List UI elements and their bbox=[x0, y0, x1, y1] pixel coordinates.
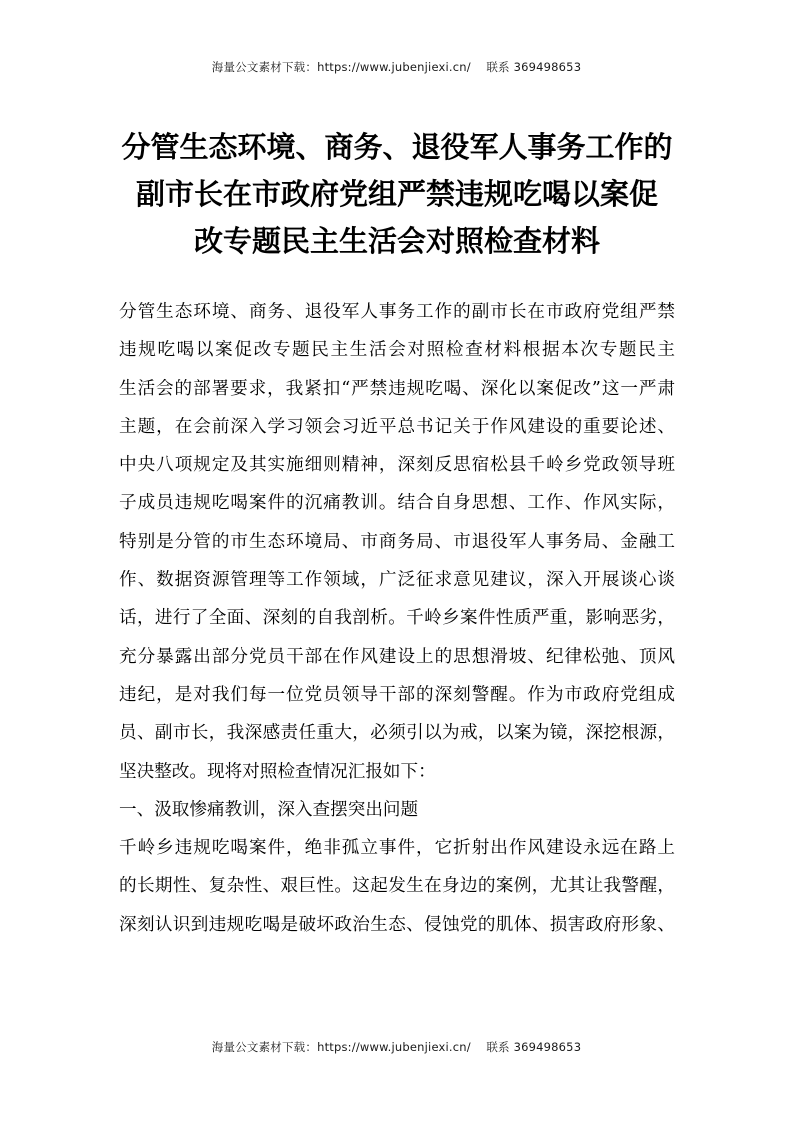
header-prefix: 海量公文素材下载： bbox=[211, 60, 318, 74]
body-line: 特别是分管的市生态环境局、市商务局、市退役军人事务局、金融工 bbox=[119, 531, 675, 552]
title-line: 分管生态环境、商务、退役军人事务工作的 bbox=[121, 130, 673, 164]
page-footer bbox=[0, 1039, 793, 1055]
document-body bbox=[119, 293, 675, 944]
body-line: 千岭乡违规吃喝案件，绝非孤立事件，它折射出作风建设永远在路上 bbox=[119, 838, 675, 859]
body-line: 深刻认识到违规吃喝是破坏政治生态、侵蚀党的肌体、损害政府形象、 bbox=[119, 914, 675, 935]
document-title bbox=[110, 124, 684, 265]
body-line: 话，进行了全面、深刻的自我剖析。千岭乡案件性质严重，影响恶劣， bbox=[119, 608, 675, 629]
body-line: 坚决整改。现将对照检查情况汇报如下： bbox=[119, 761, 436, 782]
body-line: 违纪，是对我们每一位党员领导干部的深刻警醒。作为市政府党组成 bbox=[119, 684, 675, 705]
body-line: 员、副市长，我深感责任重大，必须引以为戒，以案为镜，深挖根源， bbox=[119, 723, 675, 744]
header-contact: 联系 369498653 bbox=[486, 60, 582, 74]
body-line: 主题，在会前深入学习领会习近平总书记关于作风建设的重要论述、 bbox=[119, 416, 675, 437]
body-line: 中央八项规定及其实施细则精神，深刻反思宿松县千岭乡党政领导班 bbox=[119, 455, 675, 476]
body-line: 子成员违规吃喝案件的沉痛教训。结合自身思想、工作、作风实际， bbox=[119, 493, 675, 514]
body-line: 作、数据资源管理等工作领域，广泛征求意见建议，深入开展谈心谈 bbox=[119, 570, 675, 591]
body-line: 生活会的部署要求，我紧扣“严禁违规吃喝、深化以案促改”这一严肃 bbox=[119, 378, 675, 399]
footer-contact: 联系 369498653 bbox=[486, 1040, 582, 1054]
body-line: 充分暴露出部分党员干部在作风建设上的思想滑坡、纪律松弛、顶风 bbox=[119, 646, 675, 667]
body-line: 分管生态环境、商务、退役军人事务工作的副市长在市政府党组严禁 bbox=[119, 302, 675, 322]
footer-url-link[interactable]: https://www.jubenjiexi.cn/ bbox=[317, 1040, 471, 1054]
title-line: 改专题民主生活会对照检查材料 bbox=[193, 224, 600, 258]
body-line: 违规吃喝以案促改专题民主生活会对照检查材料根据本次专题民主 bbox=[119, 340, 675, 361]
footer-prefix: 海量公文素材下载： bbox=[211, 1040, 318, 1054]
header-url-link[interactable]: https://www.jubenjiexi.cn/ bbox=[317, 60, 471, 74]
title-line: 副市长在市政府党组严禁违规吃喝以案促 bbox=[135, 177, 658, 211]
section-heading: 一、汲取惨痛教训，深入查摆突出问题 bbox=[119, 799, 419, 820]
body-line: 的长期性、复杂性、艰巨性。这起发生在身边的案例，尤其让我警醒， bbox=[119, 876, 675, 897]
page-header bbox=[0, 59, 793, 75]
